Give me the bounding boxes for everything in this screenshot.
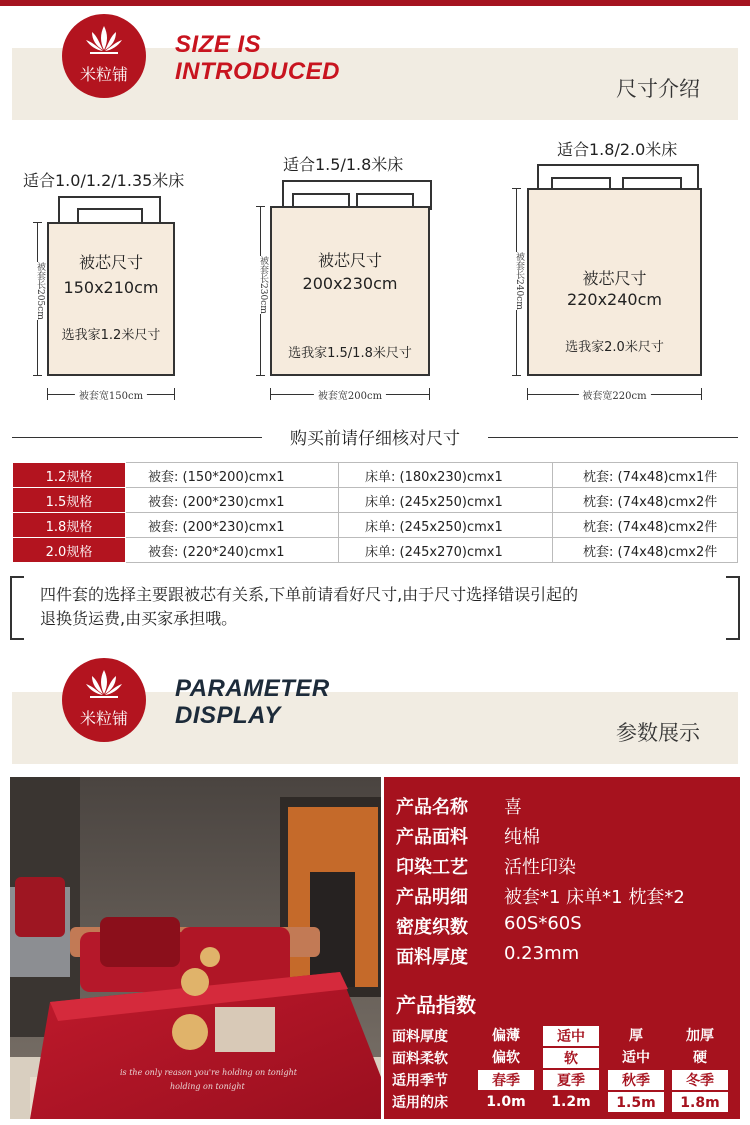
title-en-line1: SIZE IS [175, 31, 262, 58]
quilt-tip: 选我家2.0米尺寸 [565, 340, 664, 355]
notice-line: 退换货运费,由买家承担哦。 [40, 609, 238, 628]
section-title-zh: 参数展示 [616, 721, 700, 745]
bed-fit-label: 适合1.8/2.0米床 [557, 140, 678, 159]
param-value: 活性印染 [504, 857, 576, 878]
height-label: 被套长205cm [29, 262, 47, 320]
width-label: 被套宽200cm [314, 387, 386, 402]
index-title: 产品指数 [396, 993, 476, 1017]
width-label: 被套宽150cm [75, 387, 147, 402]
spec-label: 1.8规格 [13, 513, 126, 538]
spec-pillow: 枕套: (74x48)cmx2件 [553, 538, 738, 563]
brand-name: 米粒铺 [79, 65, 128, 84]
index-option: 1.2m [551, 1094, 591, 1110]
spec-sheet: 床单: (245x250)cmx1 [339, 513, 553, 538]
product-photo [10, 777, 381, 1119]
param-key: 印染工艺 [396, 857, 468, 878]
spec-table [12, 462, 738, 563]
index-option-selected: 冬季 [672, 1070, 728, 1090]
photo-caption: is the only reason you're holding on tonight [120, 1068, 297, 1077]
parameter-panel [384, 777, 740, 1119]
height-dimension [33, 222, 43, 376]
index-label: 适用季节 [392, 1073, 448, 1089]
table-row [13, 538, 738, 563]
index-option-selected: 1.5m [608, 1092, 664, 1112]
param-key: 产品名称 [396, 797, 468, 818]
param-section-header [0, 644, 750, 764]
quilt-dims: 150x210cm [63, 278, 159, 297]
param-value: 被套*1 床单*1 枕套*2 [504, 887, 685, 908]
height-dimension [256, 206, 266, 376]
index-option: 偏薄 [492, 1028, 520, 1044]
size-section-header [0, 0, 750, 120]
quilt-name: 被芯尺寸 [582, 269, 647, 288]
quilt-dims: 220x240cm [567, 290, 662, 309]
section-title-zh: 尺寸介绍 [616, 77, 700, 101]
index-label: 面料柔软 [392, 1051, 448, 1067]
spec-pillow: 枕套: (74x48)cmx2件 [553, 513, 738, 538]
bed-fit-label: 适合1.5/1.8米床 [283, 155, 404, 174]
index-option-selected: 1.8m [672, 1092, 728, 1112]
table-row [13, 488, 738, 513]
param-value: 60S*60S [504, 913, 582, 934]
spec-sheet: 床单: (245x250)cmx1 [339, 488, 553, 513]
param-key: 密度织数 [396, 917, 468, 938]
brand-name: 米粒铺 [79, 709, 128, 728]
height-label: 被套长230cm [252, 256, 270, 314]
param-key: 产品面料 [396, 827, 468, 848]
index-option: 1.0m [486, 1094, 526, 1110]
index-option: 硬 [693, 1050, 707, 1066]
index-option-selected: 夏季 [543, 1070, 599, 1090]
index-option-selected: 秋季 [608, 1070, 664, 1090]
quilt-diagram [47, 222, 175, 376]
spec-quilt: 被套: (220*240)cmx1 [126, 538, 339, 563]
quilt-tip: 选我家1.2米尺寸 [61, 328, 161, 343]
spec-label: 1.5规格 [13, 488, 126, 513]
check-size-title: 购买前请仔细核对尺寸 [290, 429, 460, 449]
index-option: 适中 [622, 1050, 650, 1066]
quilt-name: 被芯尺寸 [78, 253, 143, 272]
title-en-line1: PARAMETER [175, 675, 330, 702]
photo-caption: holding on tonight [170, 1082, 245, 1091]
param-key: 面料厚度 [396, 947, 468, 968]
lotus-icon [84, 668, 124, 700]
height-label: 被套长240cm [508, 252, 526, 310]
lotus-icon [84, 24, 124, 56]
notice-text [40, 583, 720, 631]
index-option: 加厚 [686, 1028, 714, 1044]
width-dimension [527, 388, 702, 400]
spec-quilt: 被套: (200*230)cmx1 [126, 488, 339, 513]
width-dimension [47, 388, 175, 400]
spec-sheet: 床单: (245x270)cmx1 [339, 538, 553, 563]
index-option-selected: 软 [543, 1048, 599, 1068]
section-title-en [175, 31, 340, 85]
spec-pillow: 枕套: (74x48)cmx2件 [553, 488, 738, 513]
index-option: 厚 [629, 1028, 643, 1044]
param-value: 纯棉 [504, 827, 540, 848]
spec-label: 2.0规格 [13, 538, 126, 563]
quilt-dims: 200x230cm [302, 274, 398, 293]
quilt-diagram [270, 206, 430, 376]
quilt-diagram [527, 188, 702, 376]
spec-label: 1.2规格 [13, 463, 126, 488]
width-dimension [270, 388, 430, 400]
table-row [13, 513, 738, 538]
brand-logo [62, 14, 146, 98]
table-row [13, 463, 738, 488]
notice-line: 四件套的选择主要跟被芯有关系,下单前请看好尺寸,由于尺寸选择错误引起的 [40, 585, 579, 604]
param-key: 产品明细 [396, 887, 468, 908]
index-label: 适用的床 [392, 1095, 448, 1111]
bedding-illustration [10, 777, 381, 1119]
index-label: 面料厚度 [392, 1029, 448, 1045]
title-en-line2: INTRODUCED [175, 58, 340, 85]
width-label: 被套宽220cm [578, 387, 650, 402]
spec-quilt: 被套: (150*200)cmx1 [126, 463, 339, 488]
title-en-line2: DISPLAY [175, 702, 281, 729]
index-option: 偏软 [492, 1050, 520, 1066]
spec-pillow: 枕套: (74x48)cmx1件 [553, 463, 738, 488]
param-value: 0.23mm [504, 943, 580, 964]
index-option-selected: 适中 [543, 1026, 599, 1046]
quilt-name: 被芯尺寸 [317, 251, 382, 270]
height-dimension [512, 188, 522, 376]
param-value: 喜 [504, 797, 522, 818]
spec-sheet: 床单: (180x230)cmx1 [339, 463, 553, 488]
brand-logo [62, 658, 146, 742]
spec-quilt: 被套: (200*230)cmx1 [126, 513, 339, 538]
notice-box [10, 576, 740, 640]
bed-fit-label: 适合1.0/1.2/1.35米床 [23, 171, 185, 190]
section-title-en [175, 675, 330, 729]
quilt-tip: 选我家1.5/1.8米尺寸 [288, 346, 412, 361]
index-option-selected: 春季 [478, 1070, 534, 1090]
